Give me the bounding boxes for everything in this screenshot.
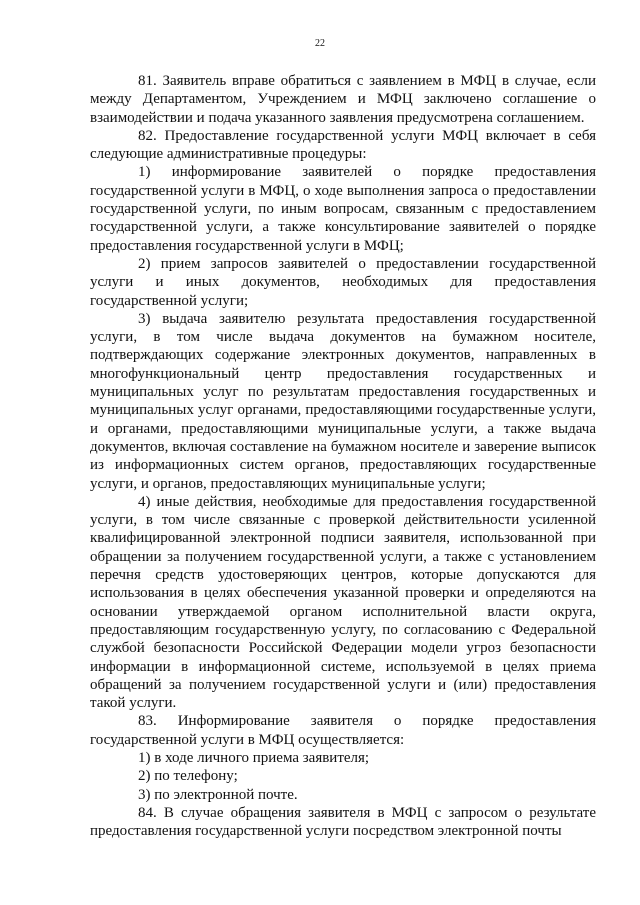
paragraph-83-item-3: 3) по электронной почте. [138,786,298,803]
paragraph-82-item-1: 1) информирование заявителей о порядке предоставления государственной услуги в МФЦ, о ходе выполнения запроса о предоставлении государственной услуги, по иным вопросам, связанным с предоставлением государственной услуги, а также консультирование заявителей о порядке предоставления государственной услуги в МФЦ; [90,164,596,254]
paragraph-82: 82. Предоставление государственной услуги МФЦ включает в себя следующие административные процедуры: [90,127,596,163]
paragraph-83-item-2: 2) по телефону; [138,768,238,785]
paragraph-84: 84. В случае обращения заявителя в МФЦ с запросом о результате предоставления государственной услуги посредством электронной почты [90,804,596,840]
document-body [90,72,596,840]
page-number: 22 [315,38,325,49]
paragraph-82-item-2: 2) прием запросов заявителей о предоставлении государственной услуги и иных документов, необходимых для предоставления государственной услуги; [90,255,596,309]
paragraph-82-item-4: 4) иные действия, необходимые для предоставления государственной услуги, в том числе связанные с проверкой действительности усиленной квалифицированной электронной подписи заявителя, использованной при обращении за получением государственной услуги, а также с установлением перечня средств удостоверяющих центров, которые допускаются для использования в целях обеспечения указанной проверки и определяются на основании утверждаемой органом исполнительной власти округа, предоставляющим государственную услугу, по согласованию с Федеральной службой безопасности Российской Федерации модели угроз безопасности информации в информационной системе, используемой в целях приема обращений за получением государственной услуги и (или) предоставления такой услуги. [90,493,596,712]
paragraph-81: 81. Заявитель вправе обратиться с заявлением в МФЦ в случае, если между Департаментом, Учреждением и МФЦ заключено соглашение о взаимодействии и подача указанного заявления предусмотрена соглашением. [90,73,596,126]
paragraph-82-item-3: 3) выдача заявителю результата предоставления государственной услуги, в том числе выдача документов на бумажном носителе, подтверждающих содержание электронных документов, направленных в многофункциональный центр предоставления государственных и муниципальных услуг по результатам предоставления государственных и муниципальных услуг органами, предоставляющими государственные услуги, и органами, предоставляющими муниципальные услуги, а также выдача документов, включая составление на бумажном носителе и заверение выписок из информационных систем органов, предоставляющих государственные услуги, и органов, предоставляющих муниципальные услуги; [90,310,596,492]
paragraph-83: 83. Информирование заявителя о порядке предоставления государственной услуги в МФЦ осуществляется: [90,713,596,748]
paragraph-83-item-1: 1) в ходе личного приема заявителя; [138,749,370,766]
